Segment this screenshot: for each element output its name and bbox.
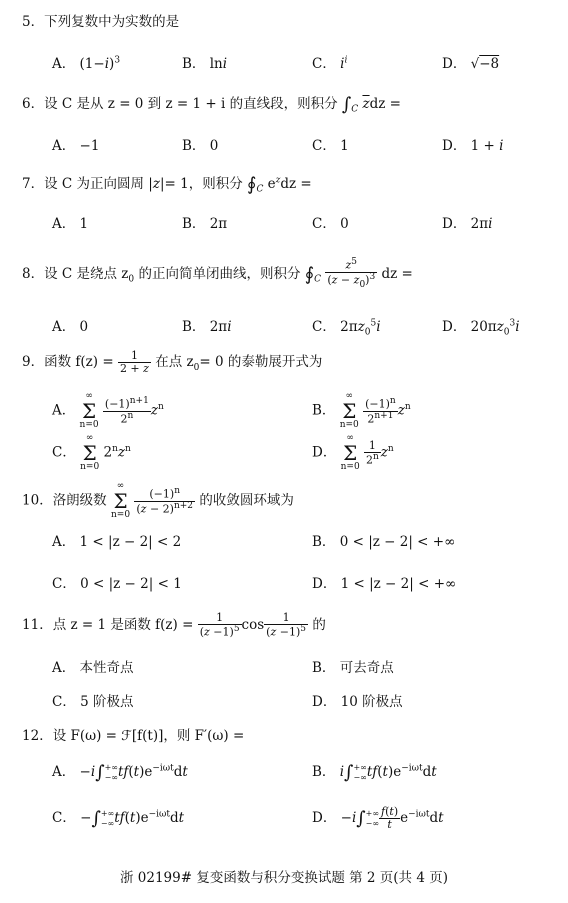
q8-option-d: D． $20\pi z_0^3i$ [442, 318, 520, 338]
q7-option-b: B． 2π [182, 216, 228, 232]
q7-option-c: C． 0 [312, 216, 349, 232]
q10-option-a: A． 1 < |z − 2| < 2 [52, 534, 182, 550]
q8-fraction: $\frac{z^5}{(z - z_0)^3}$ [327, 257, 376, 290]
q8-option-c: C． $2\pi z_0^5i$ [312, 318, 381, 338]
q7-option-d: D． 2πi [442, 216, 493, 232]
q11-option-b: B． 可去奇点 [312, 660, 394, 676]
q9-option-d: D． ∞ Σ n=0 $\frac{1}{2^n}$ $z^n$ [312, 433, 394, 472]
question-12: 12．设 F(ω) = ℱ[f(t)]，则 F′(ω) = [22, 728, 245, 744]
q12-option-b: B． i∫+∞ $-\infty tf(t)e^{-i\omega t}dt$ [312, 762, 437, 783]
q11-option-a: A． 本性奇点 [52, 660, 134, 676]
q5-option-a: A． $(1-i)^3$ [52, 55, 121, 72]
q9-option-b: B． ∞ Σ n=0 $\frac{(-1)^n}{2^{n+1}}$ $z^n$ [312, 391, 411, 430]
q9-option-c: C． ∞ Σ n=0 $2^nz^n$ [52, 433, 131, 472]
q10-option-d: D． 1 < |z − 2| < +∞ [312, 576, 457, 592]
question-5-stem: 下列复数中为实数的是 [44, 14, 180, 30]
question-10: 10．洛朗级数 ∞ Σ n=0 $\frac{(-1)^n}{(z - 2)^{n+2}}$ 的收敛圆环域为 [22, 481, 294, 520]
q8-option-a: A． 0 [52, 319, 89, 335]
q7-option-a: A． 1 [52, 216, 89, 232]
q12-option-c: C． −∫+∞ $-\infty tf(t)e^{-i\omega t}dt$ [52, 808, 185, 829]
q6-option-c: C． 1 [312, 138, 349, 154]
q6-option-a: A． −1 [52, 138, 100, 154]
q11-option-c: C． 5 阶极点 [52, 694, 134, 710]
question-6: 6．设 C 是从 z = 0 到 z = 1 + i 的直线段，则积分 $\int_C$ $\overline{z}dz$ = [22, 94, 401, 115]
q5-option-d: D． √−8 [442, 56, 500, 72]
question-5: 5．下列复数中为实数的是 [22, 14, 180, 30]
q10-option-b: B． 0 < |z − 2| < +∞ [312, 534, 456, 550]
q12-option-a: A． −i∫+∞ $-\infty tf(t)e^{-i\omega t}dt$ [52, 762, 188, 783]
question-8: 8．设 C 是绕点 $z_0$ 的正向简单闭曲线，则积分 $∮_C$ $\frac{z^5}{(z - z_0)^3}$ dz = [22, 257, 413, 290]
q6-option-d: D． 1 + i [442, 138, 504, 154]
q5-option-b: B． lni [182, 56, 228, 72]
question-7: 7．设 C 为正向圆周 |z|= 1，则积分 $∮_C$ $e^zdz$ = [22, 174, 312, 195]
q11-option-d: D． 10 阶极点 [312, 694, 403, 710]
question-9: 9．函数 f(z) = $\frac{1}{2 + z}$ 在点 $z_0= 0$ 的泰勒展开式为 [22, 349, 323, 376]
question-11: 11．点 z = 1 是函数 f(z) = $\frac{1}{(z -1)^5}$ cos $\frac{1}{(z -1)^5}$ 的 [22, 611, 326, 639]
q10-option-c: C． 0 < |z − 2| < 1 [52, 576, 182, 592]
page-footer: 浙 02199# 复变函数与积分变换试题 第 2 页(共 4 页) [119, 870, 448, 886]
q6-option-b: B． 0 [182, 138, 219, 154]
q9-option-a: A． ∞ Σ n=0 $\frac{(-1)^{n+1}}{2^n}$ $z^n$ [52, 391, 164, 430]
q8-option-b: B． 2πi [182, 319, 232, 335]
q12-option-d: D． −i∫+∞ −∞ $\frac{f(t)}{t}$ $e^{-i\omega t}dt$ [312, 805, 444, 832]
q5-option-c: C． $i^i$ [312, 55, 348, 72]
